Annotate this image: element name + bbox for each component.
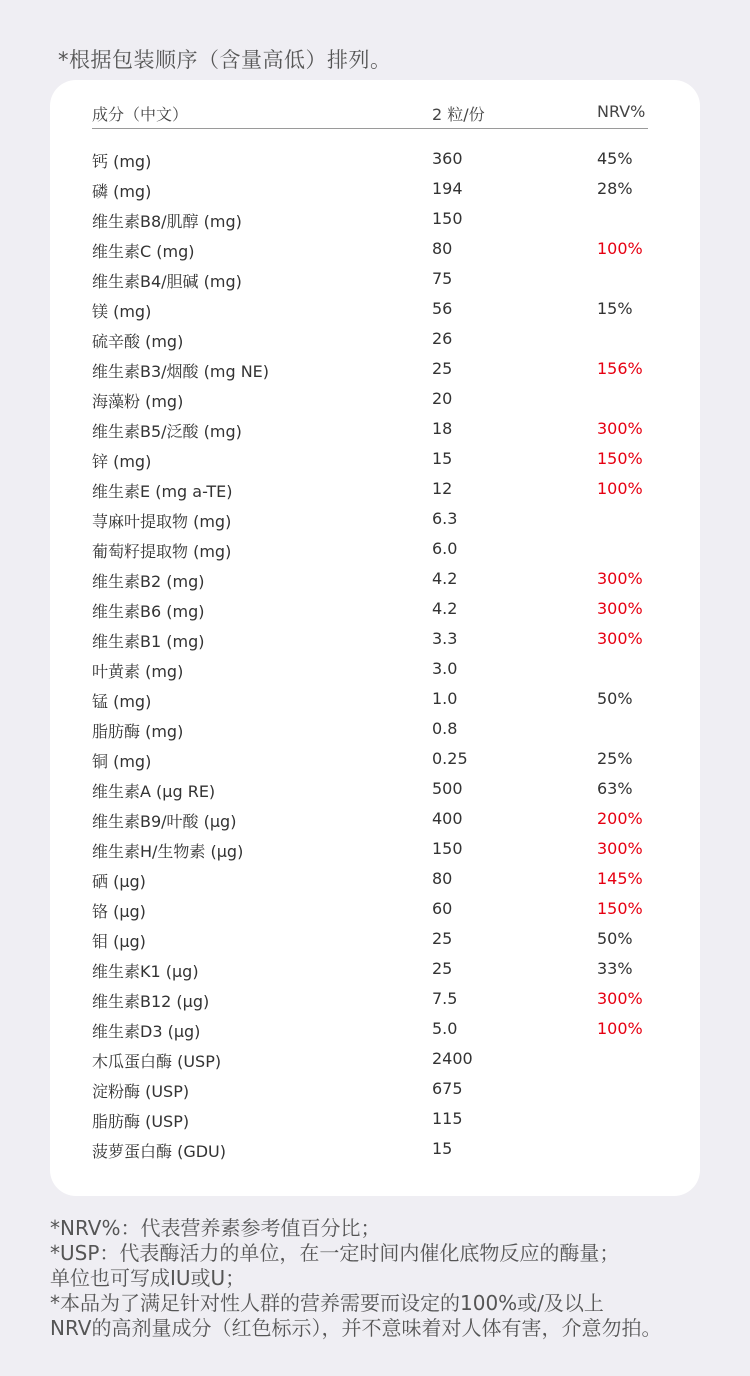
table-row [92,504,648,534]
ingredient-name: 维生素A (μg RE) [92,782,216,801]
ingredient-nrv: 63% [597,779,633,798]
ingredient-amount: 25 [432,359,453,378]
ingredient-amount: 2400 [432,1049,473,1068]
footnote-usp: *USP：代表酶活力的单位，在一定时间内催化底物反应的酶量； [50,1241,620,1265]
footnote-nrv: *NRV%：代表营养素参考值百分比； [50,1216,381,1240]
ingredient-amount: 56 [432,299,453,318]
ingredient-amount: 150 [432,839,463,858]
ingredient-amount: 7.5 [432,989,458,1008]
ingredient-amount: 675 [432,1079,463,1098]
table-row [92,564,648,594]
ingredient-name: 脂肪酶 (mg) [92,722,184,741]
table-row [92,1014,648,1044]
ingredient-amount: 3.0 [432,659,458,678]
ingredient-amount: 500 [432,779,463,798]
ingredient-nrv: 33% [597,959,633,978]
ingredient-amount: 5.0 [432,1019,458,1038]
ingredient-name: 菠萝蛋白酶 (GDU) [92,1142,227,1161]
ingredient-name: 磷 (mg) [92,182,152,201]
ingredient-name: 维生素B2 (mg) [92,572,205,591]
ingredient-name: 脂肪酶 (USP) [92,1112,190,1131]
ingredient-nrv: 50% [597,929,633,948]
ingredient-name: 维生素B9/叶酸 (μg) [92,812,237,831]
ingredient-name: 维生素B4/胆碱 (mg) [92,272,242,291]
table-row [92,984,648,1014]
ingredient-nrv: 50% [597,689,633,708]
ingredient-amount: 26 [432,329,453,348]
ingredient-nrv: 15% [597,299,633,318]
ingredient-amount: 6.3 [432,509,458,528]
table-row [92,1134,648,1164]
ingredient-nrv: 300% [597,989,643,1008]
ingredient-amount: 0.8 [432,719,458,738]
table-row [92,414,648,444]
table-row [92,834,648,864]
footnote-unit: 单位也可写成IU或U； [50,1266,246,1290]
ingredient-nrv: 100% [597,239,643,258]
ingredient-name: 维生素B3/烟酸 (mg NE) [92,362,270,381]
ingredient-amount: 25 [432,929,453,948]
table-row [92,174,648,204]
ingredient-name: 硫辛酸 (mg) [92,332,184,351]
ingredient-name: 荨麻叶提取物 (mg) [92,512,232,531]
table-row [92,144,648,174]
ingredient-amount: 80 [432,239,453,258]
table-row [92,444,648,474]
ingredient-name: 维生素C (mg) [92,242,195,261]
ingredient-name: 叶黄素 (mg) [92,662,184,681]
table-row [92,804,648,834]
header-amount: 2 粒/份 [432,105,485,124]
ingredient-name: 维生素B5/泛酸 (mg) [92,422,242,441]
footnote-high-dose: *本品为了满足针对性人群的营养需要而设定的100%或/及以上 [50,1291,604,1315]
ingredient-nrv: 100% [597,479,643,498]
ingredient-name: 锌 (mg) [92,452,152,471]
ingredient-amount: 15 [432,1139,453,1158]
ingredient-name: 维生素D3 (μg) [92,1022,201,1041]
ingredient-amount: 20 [432,389,453,408]
ingredient-name: 维生素B12 (μg) [92,992,210,1011]
ingredient-name: 木瓜蛋白酶 (USP) [92,1052,222,1071]
ingredient-name: 海藻粉 (mg) [92,392,184,411]
table-row [92,1044,648,1074]
ingredient-name: 镁 (mg) [92,302,152,321]
ingredient-name: 维生素K1 (μg) [92,962,199,981]
ingredient-name: 维生素E (mg a-TE) [92,482,233,501]
ingredient-amount: 60 [432,899,453,918]
ingredient-amount: 400 [432,809,463,828]
ingredient-nrv: 156% [597,359,643,378]
table-row [92,594,648,624]
ingredient-name: 维生素B1 (mg) [92,632,205,651]
ingredient-nrv: 200% [597,809,643,828]
sort-order-note: *根据包装顺序（含量高低）排列。 [58,48,392,72]
footnotes [50,1216,750,1341]
ingredient-amount: 150 [432,209,463,228]
ingredient-amount: 360 [432,149,463,168]
table-row [92,714,648,744]
ingredient-nrv: 25% [597,749,633,768]
table-row [92,684,648,714]
ingredient-nrv: 145% [597,869,643,888]
header-ingredient: 成分（中文） [92,105,189,124]
ingredient-amount: 1.0 [432,689,458,708]
table-row [92,954,648,984]
ingredient-name: 维生素H/生物素 (μg) [92,842,244,861]
footnote-high-dose-cont: NRV的高剂量成分（红色标示），并不意味着对人体有害，介意勿拍。 [50,1316,662,1340]
ingredient-amount: 115 [432,1109,463,1128]
table-row [92,474,648,504]
table-row [92,324,648,354]
table-row [92,354,648,384]
table-row [92,264,648,294]
ingredient-name: 铬 (μg) [92,902,146,921]
table-row [92,774,648,804]
table-row [92,744,648,774]
ingredient-name: 钼 (μg) [92,932,146,951]
table-row [92,624,648,654]
ingredient-name: 硒 (μg) [92,872,146,891]
ingredient-nrv: 28% [597,179,633,198]
header-nrv: NRV% [597,102,646,121]
ingredient-amount: 4.2 [432,599,458,618]
ingredient-nrv: 100% [597,1019,643,1038]
ingredient-nrv: 300% [597,599,643,618]
ingredient-amount: 3.3 [432,629,458,648]
ingredient-amount: 75 [432,269,453,288]
table-row [92,234,648,264]
ingredient-amount: 25 [432,959,453,978]
ingredient-name: 维生素B6 (mg) [92,602,205,621]
table-row [92,1074,648,1104]
ingredient-amount: 4.2 [432,569,458,588]
ingredient-amount: 194 [432,179,463,198]
nutrition-table-card [50,80,700,1196]
ingredient-name: 淀粉酶 (USP) [92,1082,190,1101]
ingredient-name: 铜 (mg) [92,752,152,771]
ingredient-nrv: 45% [597,149,633,168]
ingredient-amount: 80 [432,869,453,888]
table-row [92,894,648,924]
table-row [92,294,648,324]
ingredient-name: 锰 (mg) [92,692,152,711]
ingredient-amount: 6.0 [432,539,458,558]
ingredient-nrv: 300% [597,629,643,648]
table-row [92,924,648,954]
ingredient-name: 葡萄籽提取物 (mg) [92,542,232,561]
table-row [92,534,648,564]
table-row [92,204,648,234]
ingredient-list [92,144,648,1164]
ingredient-name: 维生素B8/肌醇 (mg) [92,212,242,231]
ingredient-amount: 18 [432,419,453,438]
ingredient-nrv: 150% [597,449,643,468]
table-row [92,654,648,684]
ingredient-nrv: 150% [597,899,643,918]
ingredient-nrv: 300% [597,839,643,858]
table-row [92,1104,648,1134]
ingredient-nrv: 300% [597,569,643,588]
ingredient-amount: 12 [432,479,453,498]
ingredient-amount: 0.25 [432,749,468,768]
table-row [92,864,648,894]
ingredient-name: 钙 (mg) [92,152,152,171]
ingredient-amount: 15 [432,449,453,468]
table-row [92,384,648,414]
ingredient-nrv: 300% [597,419,643,438]
table-header [92,98,648,129]
